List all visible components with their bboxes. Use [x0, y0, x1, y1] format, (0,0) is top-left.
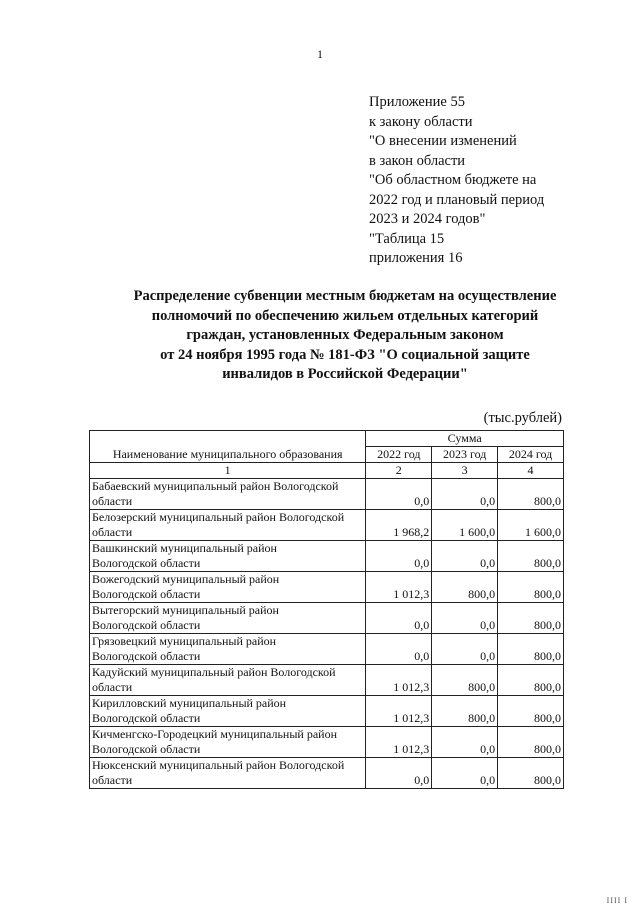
amount-cell: 800,0	[432, 696, 498, 727]
municipality-name-line: Вологодской области	[92, 618, 201, 632]
amount-cell: 1 012,3	[366, 572, 432, 603]
appendix-line: 2023 и 2024 годов"	[369, 211, 486, 227]
header-sum: Сумма	[366, 431, 564, 447]
amount-cell: 800,0	[498, 665, 564, 696]
municipality-name	[90, 603, 366, 634]
amount-cell: 0,0	[366, 758, 432, 789]
table-row	[90, 696, 564, 727]
amount-cell: 0,0	[366, 479, 432, 510]
amount-cell: 0,0	[432, 758, 498, 789]
table-row	[90, 603, 564, 634]
municipality-name	[90, 758, 366, 789]
municipality-name	[90, 510, 366, 541]
municipality-name	[90, 572, 366, 603]
appendix-line: 2022 год и плановый период	[369, 191, 545, 208]
amount-cell: 0,0	[432, 541, 498, 572]
amount-cell: 1 012,3	[366, 727, 432, 758]
table-row	[90, 727, 564, 758]
column-numbers-row	[90, 463, 564, 479]
amount-cell: 1 968,2	[366, 510, 432, 541]
header-year: 2024 год	[498, 447, 564, 463]
header-year: 2022 год	[366, 447, 432, 463]
appendix-line: "О внесении изменений	[369, 133, 517, 149]
amount-cell: 1 012,3	[366, 665, 432, 696]
appendix-line: приложения 16	[369, 250, 463, 266]
table-row	[90, 634, 564, 665]
amount-cell: 800,0	[498, 541, 564, 572]
appendix-line: в закон области	[369, 152, 466, 169]
municipality-name-line: области	[92, 773, 133, 787]
title-line: граждан, установленных Федеральным законом	[186, 327, 504, 344]
table-row	[90, 541, 564, 572]
amount-cell: 1 012,3	[366, 696, 432, 727]
column-number: 2	[366, 463, 432, 479]
document-title	[60, 287, 630, 385]
table-row	[90, 479, 564, 510]
municipality-name-line: Вологодской области	[92, 556, 201, 570]
column-number: 1	[90, 463, 366, 479]
amount-cell: 0,0	[366, 634, 432, 665]
municipality-name	[90, 541, 366, 572]
municipality-name-line: Вологодской области	[92, 649, 201, 663]
municipality-name-line: Вологодской области	[92, 587, 201, 601]
amount-cell: 800,0	[498, 479, 564, 510]
column-number: 3	[432, 463, 498, 479]
amount-cell: 800,0	[498, 634, 564, 665]
appendix-line: "Таблица 15	[369, 230, 445, 247]
municipality-name	[90, 479, 366, 510]
amount-cell: 0,0	[432, 603, 498, 634]
municipality-name-line: Вытегорский муниципальный район	[92, 603, 279, 617]
title-line: инвалидов в Российской Федерации"	[222, 366, 468, 383]
appendix-line: к закону области	[369, 113, 473, 130]
table-body	[90, 479, 564, 789]
amount-cell: 1 600,0	[498, 510, 564, 541]
municipality-name-line: Вашкинский муниципальный район	[92, 541, 277, 555]
title-line: от 24 ноября 1995 года № 181-ФЗ "О социальной защите	[160, 346, 530, 363]
amount-cell: 800,0	[498, 696, 564, 727]
page-number: 1	[317, 47, 323, 61]
municipality-name	[90, 727, 366, 758]
municipality-name-line: области	[92, 680, 133, 694]
amount-cell: 800,0	[432, 572, 498, 603]
amount-cell: 0,0	[432, 727, 498, 758]
amount-cell: 800,0	[498, 572, 564, 603]
amount-cell: 1 600,0	[432, 510, 498, 541]
municipality-name-line: Вожегодский муниципальный район	[92, 572, 280, 586]
appendix-line: "Об областном бюджете на	[369, 172, 537, 188]
municipality-name-line: области	[92, 494, 133, 508]
amount-cell: 0,0	[366, 603, 432, 634]
municipality-name-line: Кичменгско-Городецкий муниципальный район	[92, 727, 338, 741]
subvention-table	[89, 430, 564, 789]
municipality-name	[90, 665, 366, 696]
table-row	[90, 572, 564, 603]
appendix-reference	[369, 93, 544, 269]
municipality-name-line: Кирилловский муниципальный район	[92, 696, 287, 710]
header-name: Наименование муниципального образования	[90, 431, 366, 463]
amount-cell: 800,0	[498, 727, 564, 758]
municipality-name	[90, 696, 366, 727]
amount-cell: 0,0	[432, 634, 498, 665]
scan-mark: IIII I	[606, 896, 628, 905]
municipality-name-line: Бабаевский муниципальный район Вологодской	[92, 479, 339, 493]
units-label: (тыс.рублей)	[483, 410, 562, 426]
title-line: Распределение субвенции местным бюджетам на осуществление	[133, 288, 557, 304]
amount-cell: 0,0	[432, 479, 498, 510]
header-row	[90, 431, 564, 447]
amount-cell: 800,0	[498, 603, 564, 634]
municipality-name	[90, 634, 366, 665]
municipality-name-line: Нюксенский муниципальный район Вологодской	[92, 758, 345, 772]
municipality-name-line: Кадуйский муниципальный район Вологодской	[92, 665, 336, 679]
table-row	[90, 510, 564, 541]
header-year: 2023 год	[432, 447, 498, 463]
amount-cell: 800,0	[432, 665, 498, 696]
title-line: полномочий по обеспечению жильем отдельных категорий	[151, 307, 539, 324]
amount-cell: 0,0	[366, 541, 432, 572]
column-number: 4	[498, 463, 564, 479]
amount-cell: 800,0	[498, 758, 564, 789]
municipality-name-line: Вологодской области	[92, 742, 201, 756]
municipality-name-line: Вологодской области	[92, 711, 201, 725]
table-row	[90, 665, 564, 696]
table-row	[90, 758, 564, 789]
municipality-name-line: Грязовецкий муниципальный район	[92, 634, 277, 648]
municipality-name-line: области	[92, 525, 133, 539]
municipality-name-line: Белозерский муниципальный район Вологодской	[92, 510, 345, 524]
appendix-line: Приложение 55	[369, 94, 465, 110]
